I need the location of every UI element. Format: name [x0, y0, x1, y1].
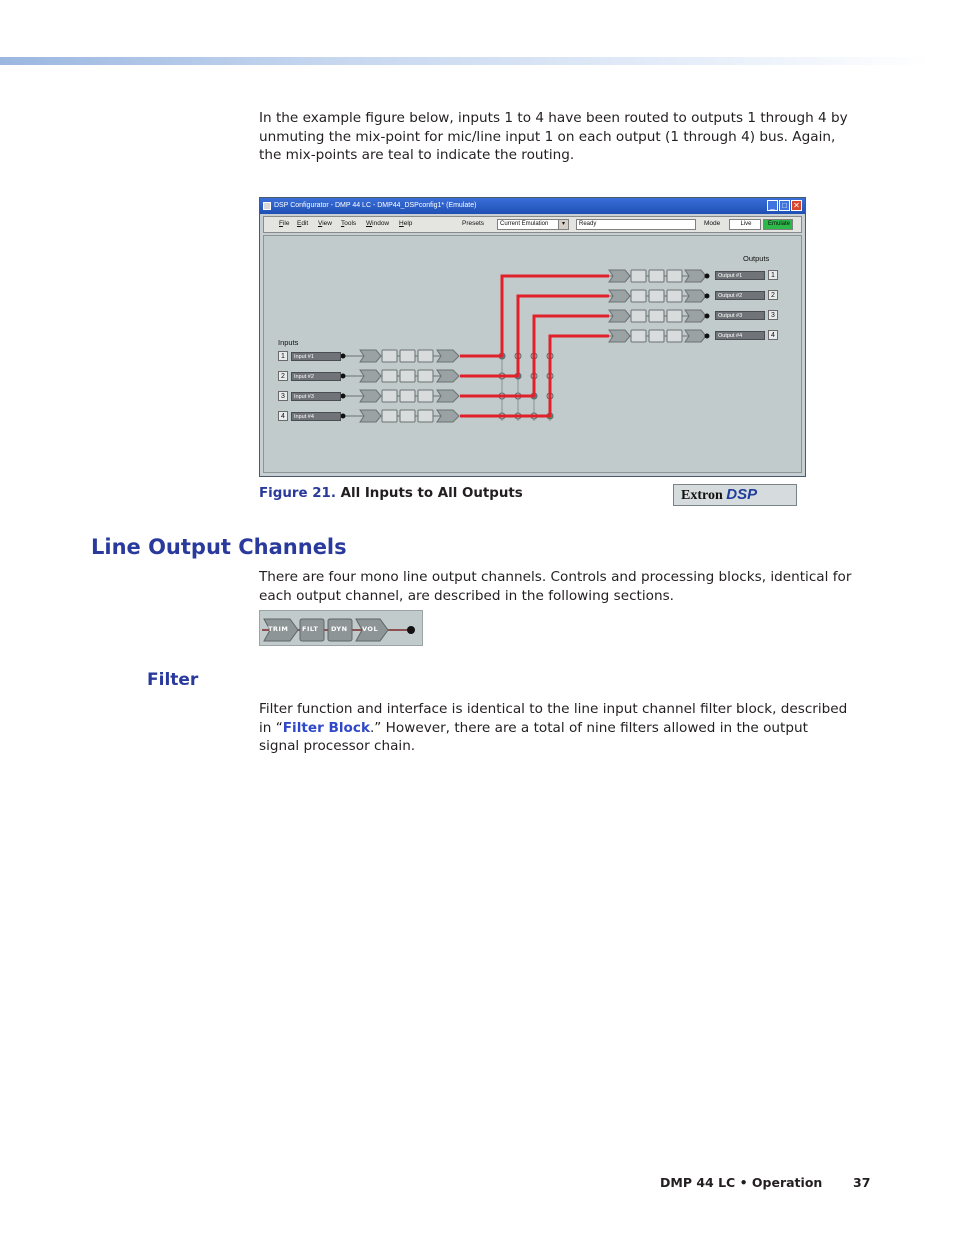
maximize-button[interactable]: □ — [779, 200, 790, 211]
close-button[interactable]: ✕ — [791, 200, 802, 211]
input-name-field[interactable]: Input #2 — [291, 372, 341, 381]
input-number: 4 — [278, 411, 288, 421]
input-number: 3 — [278, 391, 288, 401]
input-block — [418, 410, 433, 422]
input-block — [400, 390, 415, 402]
input-connector — [341, 374, 346, 379]
input-connector — [341, 414, 346, 419]
input-block — [418, 370, 433, 382]
input-block — [418, 350, 433, 362]
output-block — [631, 290, 646, 302]
output-chain-strip — [259, 610, 423, 646]
menu-edit[interactable]: Edit — [297, 220, 309, 227]
filter-paragraph-text-end: .” However, there are a total of nine filters allowed in the output signal processor chain. — [259, 719, 808, 755]
header-gradient-bar — [0, 57, 930, 65]
input-name-field[interactable]: Input #3 — [291, 392, 341, 401]
status-field — [576, 219, 696, 230]
figure-caption-text: All Inputs to All Outputs — [340, 486, 523, 501]
filter-paragraph — [259, 700, 849, 756]
presets-dropdown[interactable] — [497, 219, 569, 230]
inputs-heading: Inputs — [278, 338, 299, 347]
input-number: 1 — [278, 351, 288, 361]
footer-title: DMP 44 LC • Operation — [660, 1175, 823, 1190]
output-block — [649, 290, 664, 302]
output-connector — [705, 274, 710, 279]
input-name-field[interactable]: Input #4 — [291, 412, 341, 421]
output-connector — [705, 314, 710, 319]
section-paragraph: There are four mono line output channels. Controls and processing blocks, identical for each output channel, are described in the following sections. — [259, 569, 852, 604]
output-connector — [705, 294, 710, 299]
output-number: 1 — [768, 270, 778, 280]
menu-window[interactable]: Window — [366, 220, 390, 227]
chevron-down-icon: ▾ — [558, 220, 568, 229]
status-value: Ready — [579, 221, 597, 227]
logo-text: Extron — [681, 488, 723, 503]
output-block — [667, 310, 682, 322]
input-block — [400, 370, 415, 382]
page-number: 37 — [853, 1175, 871, 1190]
menu-file[interactable]: File — [279, 220, 290, 227]
figure-caption — [259, 486, 523, 501]
presets-value: Current Emulation — [500, 221, 549, 227]
app-icon — [263, 202, 271, 210]
output-block — [649, 270, 664, 282]
output-name-field[interactable]: Output #2 — [715, 291, 765, 300]
figure-label: Figure 21. — [259, 486, 336, 501]
input-block — [382, 410, 397, 422]
input-block — [400, 350, 415, 362]
mode-live-button[interactable]: Live — [729, 219, 761, 230]
filter-block[interactable]: FILT — [302, 625, 319, 633]
window-title: DSP Configurator - DMP 44 LC - DMP44_DSPconfig1* (Emulate) — [274, 202, 477, 209]
menu-view[interactable]: View — [318, 220, 332, 227]
output-name-field[interactable]: Output #4 — [715, 331, 765, 340]
menu-help[interactable]: Help — [399, 220, 413, 227]
input-number: 2 — [278, 371, 288, 381]
output-block — [667, 330, 682, 342]
extron-dsp-logo — [673, 484, 797, 506]
input-connector — [341, 394, 346, 399]
intro-paragraph: In the example figure below, inputs 1 to 4 have been routed to outputs 1 through 4 by unmuting the mix-point for mic/line input 1 on each output (1 through 4) bus. Again, the mix-points are teal to indicate the routing. — [259, 110, 848, 164]
input-name-field[interactable]: Input #1 — [291, 352, 341, 361]
output-number: 2 — [768, 290, 778, 300]
filter-block-link[interactable]: Filter Block — [282, 719, 370, 736]
menu-tools[interactable]: Tools — [341, 220, 357, 227]
mode-emulate-button[interactable]: Emulate — [763, 219, 793, 230]
output-block — [631, 330, 646, 342]
trim-block[interactable]: TRIM — [268, 625, 289, 633]
output-number: 3 — [768, 310, 778, 320]
section-heading: Line Output Channels — [91, 535, 347, 559]
logo-dsp: DSP — [726, 486, 758, 503]
presets-label: Presets — [462, 220, 485, 227]
menu-bar — [263, 216, 802, 233]
output-block — [631, 310, 646, 322]
input-connector — [341, 354, 346, 359]
output-block — [631, 270, 646, 282]
filter-paragraph-text: Filter function and interface is identical to the line input channel filter block, described in “ — [259, 701, 848, 736]
input-block — [400, 410, 415, 422]
input-block — [382, 390, 397, 402]
output-block — [649, 330, 664, 342]
output-connector — [705, 334, 710, 339]
subsection-heading: Filter — [147, 670, 199, 690]
output-name-field[interactable]: Output #3 — [715, 311, 765, 320]
input-block — [418, 390, 433, 402]
output-block — [649, 310, 664, 322]
input-block — [382, 370, 397, 382]
outputs-heading: Outputs — [743, 254, 770, 263]
output-block — [667, 290, 682, 302]
dynamics-block[interactable]: DYN — [331, 625, 348, 633]
output-number: 4 — [768, 330, 778, 340]
minimize-button[interactable]: _ — [767, 200, 778, 211]
volume-block[interactable]: VOL — [362, 625, 379, 633]
output-name-field[interactable]: Output #1 — [715, 271, 765, 280]
output-block — [667, 270, 682, 282]
window-titlebar — [260, 198, 805, 214]
mode-label: Mode — [704, 220, 721, 227]
input-block — [382, 350, 397, 362]
